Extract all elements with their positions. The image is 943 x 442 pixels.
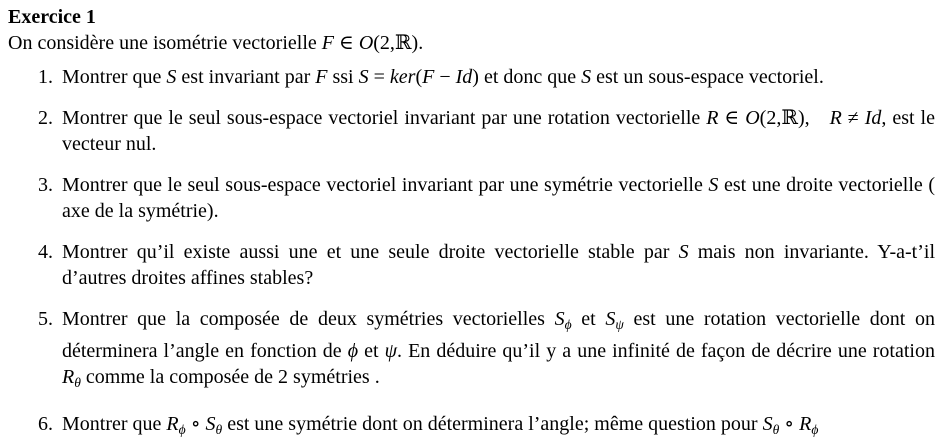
list-item (8, 172, 935, 224)
text-run: est un sous-espace vectoriel. (591, 66, 824, 88)
math-symbol: R (706, 107, 719, 129)
text-run: mais non invariante. Y-a-t’il d’autres droites affines stables? (62, 241, 935, 289)
text-run: est une symétrie dont on déterminera l’angle; même question pour (222, 412, 763, 435)
item-number: 6. (38, 412, 53, 435)
text-run: Montrer que (62, 412, 167, 435)
exercise-intro (8, 30, 935, 56)
math-subscript: θ (772, 421, 780, 437)
text-run: On considère une isométrie vectorielle (8, 32, 322, 54)
math-subscript: θ (74, 374, 81, 390)
text-run: − (434, 66, 456, 88)
list-item (8, 64, 935, 90)
text-run: (2,ℝ). (373, 32, 424, 54)
text-run: = (368, 66, 390, 88)
list-item (8, 105, 935, 157)
math-subscript: ϕ (811, 421, 819, 437)
text-run: ssi (327, 66, 359, 88)
text-run: Montrer que (62, 66, 167, 88)
item-number: 5. (38, 308, 53, 330)
math-symbol: R (166, 412, 179, 435)
text-run: est une droite vectorielle ( axe de la symétrie). (62, 174, 935, 222)
math-symbol: ψ (384, 339, 398, 362)
math-subscript: ψ (615, 316, 624, 332)
text-run: est une rotation vectorielle dont on déterminera l’angle en fonction de (62, 308, 935, 362)
text-run: ( (415, 66, 423, 88)
math-symbol: S (554, 308, 565, 330)
math-symbol: S (605, 308, 616, 330)
math-symbol: F (321, 32, 334, 54)
text-run: comme la composée de 2 symétries . (80, 365, 380, 388)
text-run: ∘ (779, 412, 800, 435)
text-run: Montrer qu’il existe aussi une et une seule droite vectorielle stable par (62, 241, 679, 263)
text-run: et (358, 339, 385, 362)
text-run: Montrer que le seul sous-espace vectoriel invariant par une rotation vectorielle (62, 107, 707, 129)
text-run: ≠ (841, 107, 865, 129)
text-run: . En déduire qu’il y a une infinité de façon de décrire une rotation (397, 339, 935, 362)
math-subscript: ϕ (178, 421, 186, 437)
math-subscript: θ (215, 421, 223, 437)
math-symbol: S (358, 66, 369, 88)
text-run: ) et donc que (472, 66, 582, 88)
math-symbol: S (166, 66, 177, 88)
item-number: 1. (38, 66, 53, 88)
item-text (62, 239, 935, 291)
math-symbol: S (762, 412, 773, 435)
text-run: , est le vecteur nul. (62, 107, 935, 155)
item-text (62, 64, 935, 90)
list-item (8, 239, 935, 291)
item-number: 2. (38, 107, 53, 129)
item-text (62, 105, 935, 157)
item-number: 4. (38, 241, 53, 263)
math-symbol: Id (864, 107, 882, 129)
math-symbol: R (799, 412, 812, 435)
math-symbol: F (422, 66, 435, 88)
text-run: ∈ (718, 107, 746, 129)
math-symbol: O (358, 32, 374, 54)
math-subscript: ϕ (564, 316, 572, 332)
text-run: et (571, 308, 606, 330)
text-run: est invariant par (176, 66, 316, 88)
math-symbol: S (678, 241, 689, 263)
item-number: 3. (38, 174, 53, 196)
text-run: Montrer que la composée de deux symétries vectorielles (62, 308, 555, 330)
math-symbol: ϕ (347, 339, 359, 362)
math-symbol: S (205, 412, 216, 435)
item-text (62, 411, 935, 442)
math-symbol: ker (389, 66, 416, 88)
item-text (62, 306, 935, 396)
math-symbol: R (829, 107, 842, 129)
text-run: Montrer que le seul sous-espace vectoriel invariant par une symétrie vectorielle (62, 174, 709, 196)
list-item (8, 306, 935, 396)
math-symbol: F (315, 66, 328, 88)
item-text (62, 172, 935, 224)
math-symbol: R (62, 365, 75, 388)
text-run: (2,ℝ), (759, 107, 830, 129)
exercise-list (8, 64, 935, 442)
math-symbol: Id (455, 66, 473, 88)
exercise-title: Exercice 1 (8, 6, 96, 28)
math-symbol: S (581, 66, 592, 88)
text-run: ∘ (185, 412, 206, 435)
text-run: ∈ (334, 32, 359, 54)
math-symbol: O (745, 107, 760, 129)
list-item (8, 411, 935, 442)
math-symbol: S (708, 174, 719, 196)
